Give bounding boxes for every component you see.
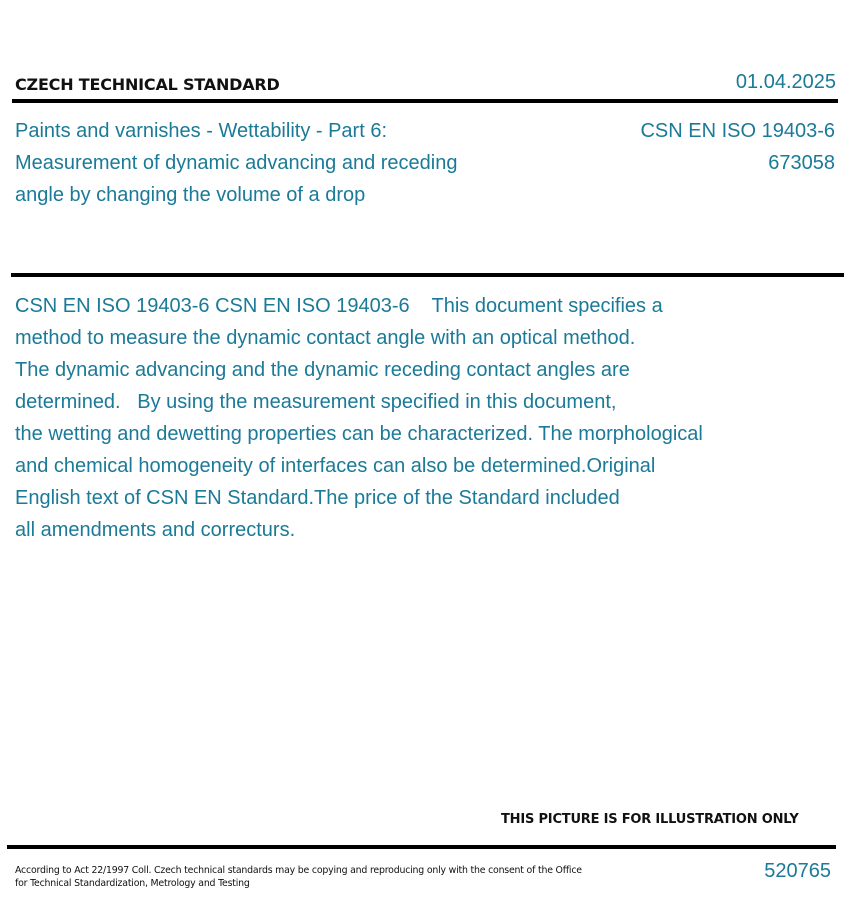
legal-line: According to Act 22/1997 Coll. Czech technical standards may be copying and reproducing only with the consent of the Office (15, 865, 582, 876)
document-code: 520765 (764, 860, 831, 882)
standard-designation: CSN EN ISO 19403-6 (640, 120, 835, 142)
footer-divider (7, 845, 836, 849)
abstract-line: all amendments and correcturs. (15, 519, 296, 541)
title-divider (11, 273, 844, 277)
standard-title (15, 115, 535, 211)
legal-notice (15, 864, 582, 890)
legal-line: for Technical Standardization, Metrology and Testing (15, 878, 250, 889)
title-line: Paints and varnishes - Wettability - Part 6: (15, 120, 388, 142)
publication-date: 01.04.2025 (735, 71, 836, 93)
abstract-text (15, 290, 815, 546)
abstract-line: determined. By using the measurement specified in this document, (15, 391, 617, 413)
abstract-line: The dynamic advancing and the dynamic receding contact angles are (15, 359, 630, 381)
abstract-line: English text of CSN EN Standard.The price of the Standard included (15, 487, 620, 509)
abstract-line: and chemical homogeneity of interfaces can also be determined.Original (15, 455, 656, 477)
abstract-line: the wetting and dewetting properties can be characterized. The morphological (15, 423, 703, 445)
illustration-note: THIS PICTURE IS FOR ILLUSTRATION ONLY (501, 812, 799, 827)
abstract-line: CSN EN ISO 19403-6 CSN EN ISO 19403-6 This document specifies a (15, 295, 663, 317)
document-type-label: CZECH TECHNICAL STANDARD (15, 75, 280, 94)
catalog-number: 673058 (768, 152, 835, 174)
title-line: angle by changing the volume of a drop (15, 184, 366, 206)
abstract-line: method to measure the dynamic contact angle with an optical method. (15, 327, 636, 349)
title-line: Measurement of dynamic advancing and receding (15, 152, 458, 174)
standard-identifiers (640, 115, 835, 179)
header-divider (12, 99, 838, 103)
